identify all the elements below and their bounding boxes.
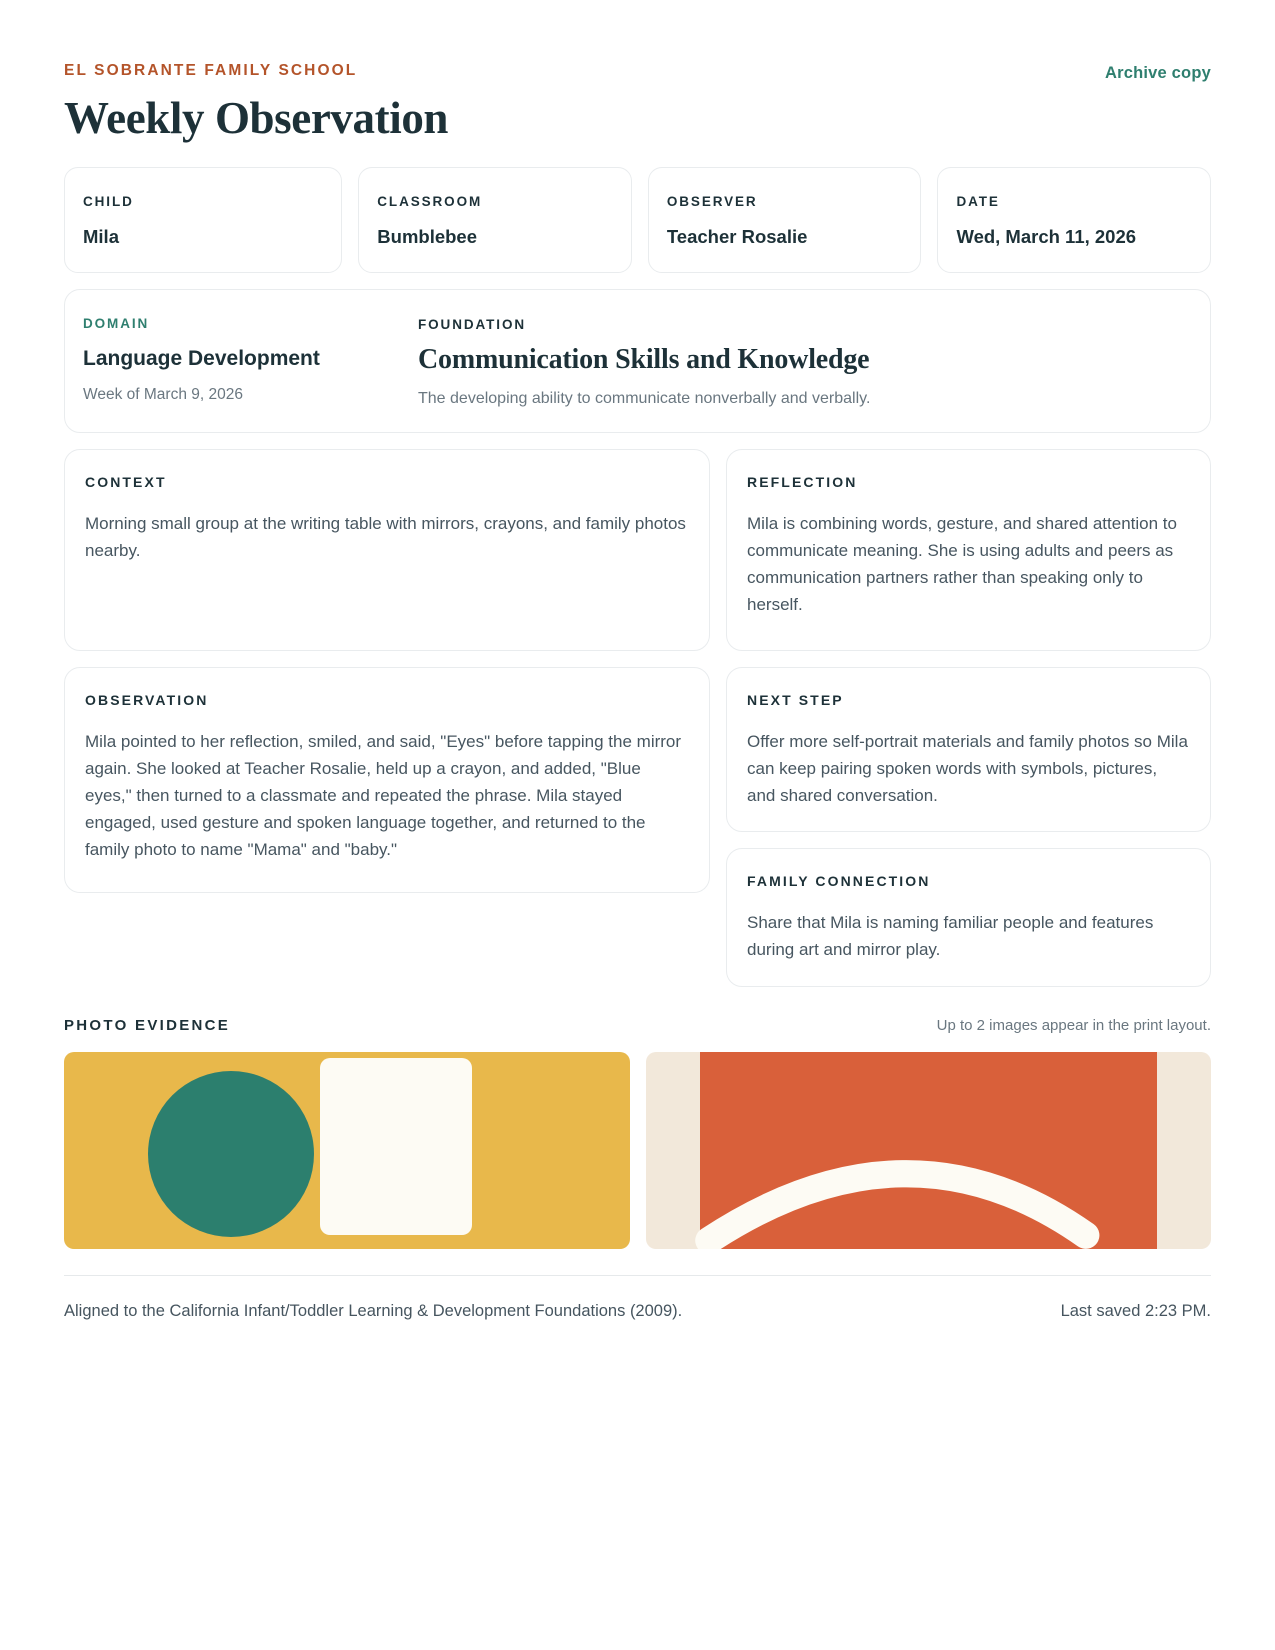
meta-value-child: Mila: [83, 225, 119, 247]
panel-observation: [64, 667, 710, 893]
meta-card-row: [64, 167, 1211, 273]
left-column: [64, 449, 710, 893]
document-header: [64, 0, 1211, 143]
foundation-description: The developing ability to communicate nonverbally and verbally.: [418, 389, 871, 407]
meta-value-date: Wed, March 11, 2026: [956, 225, 1137, 247]
meta-card-observer: [648, 167, 922, 273]
panel-label-context: CONTEXT: [85, 473, 167, 490]
photo-thumbnail-1: [64, 1052, 630, 1249]
photo-evidence-header: [64, 1017, 1211, 1034]
panel-text-next-step: Offer more self-portrait materials and family photos so Mila can keep pairing spoken words with symbols, pictures, and shared conversation.: [747, 731, 1188, 805]
meta-label-observer: OBSERVER: [666, 193, 758, 209]
meta-label-child: CHILD: [83, 193, 134, 209]
meta-card-child: [64, 167, 342, 273]
meta-label-classroom: CLASSROOM: [377, 193, 483, 209]
panel-reflection: [726, 449, 1211, 651]
meta-value-observer: Teacher Rosalie: [666, 225, 808, 247]
domain-week: Week of March 9, 2026: [83, 385, 243, 403]
rounded-rect-shape-icon: [320, 1058, 472, 1235]
panel-label-next-step: NEXT STEP: [747, 691, 844, 708]
panel-text-context: Morning small group at the writing table with mirrors, crayons, and family photos nearby.: [85, 513, 686, 560]
circle-shape-icon: [148, 1071, 314, 1237]
panel-context: [64, 449, 710, 651]
panel-text-observation: Mila pointed to her reflection, smiled, and said, "Eyes" before tapping the mirror again. She looked at Teacher Rosalie, held up a crayon, and added, "Blue eyes," then turned to a classmate and repeated the phrase. Mila stayed engaged, used gesture and spoken language together, and returned to the family photo to name "Mama" and "baby.": [85, 731, 682, 860]
domain-foundation-band: [64, 289, 1211, 433]
panel-text-reflection: Mila is combining words, gesture, and shared attention to communicate meaning. She is using adults and peers as communication partners rather than speaking only to herself.: [747, 513, 1177, 615]
panel-family-connection: [726, 848, 1211, 986]
photo-evidence-note: Up to 2 images appear in the print layout.: [936, 1016, 1211, 1034]
panel-next-step: [726, 667, 1211, 833]
photo-evidence-grid: [64, 1052, 1211, 1249]
panel-text-family-connection: Share that Mila is naming familiar people and features during art and mirror play.: [747, 913, 1154, 960]
footer-last-saved: Last saved 2:23 PM.: [1060, 1301, 1211, 1320]
photo-thumbnail-2: [646, 1052, 1212, 1249]
right-column: [726, 449, 1211, 987]
panel-label-reflection: REFLECTION: [747, 473, 858, 490]
body-columns: [64, 449, 1211, 987]
arc-shape-icon: [646, 1052, 1211, 1249]
domain-name: Language Development: [83, 346, 320, 370]
photo-evidence-title: PHOTO EVIDENCE: [64, 1016, 231, 1034]
panel-label-family-connection: FAMILY CONNECTION: [747, 873, 931, 890]
meta-card-classroom: [358, 167, 632, 273]
meta-value-classroom: Bumblebee: [377, 225, 477, 247]
document-footer: [64, 1302, 1211, 1321]
meta-card-date: [937, 167, 1211, 273]
school-name: EL SOBRANTE FAMILY SCHOOL: [64, 62, 358, 79]
footer-divider: [64, 1275, 1211, 1276]
domain-label: DOMAIN: [83, 315, 150, 331]
footer-alignment-note: Aligned to the California Infant/Toddler Learning & Development Foundations (2009).: [64, 1301, 683, 1320]
page-title: Weekly Observation: [64, 93, 449, 143]
foundation-name: Communication Skills and Knowledge: [418, 343, 870, 375]
domain-block: [83, 316, 418, 408]
foundation-block: [418, 316, 1192, 408]
foundation-label: FOUNDATION: [418, 316, 526, 332]
meta-label-date: DATE: [956, 193, 1000, 209]
archive-copy-badge: Archive copy: [1104, 64, 1211, 82]
panel-label-observation: OBSERVATION: [85, 691, 209, 708]
